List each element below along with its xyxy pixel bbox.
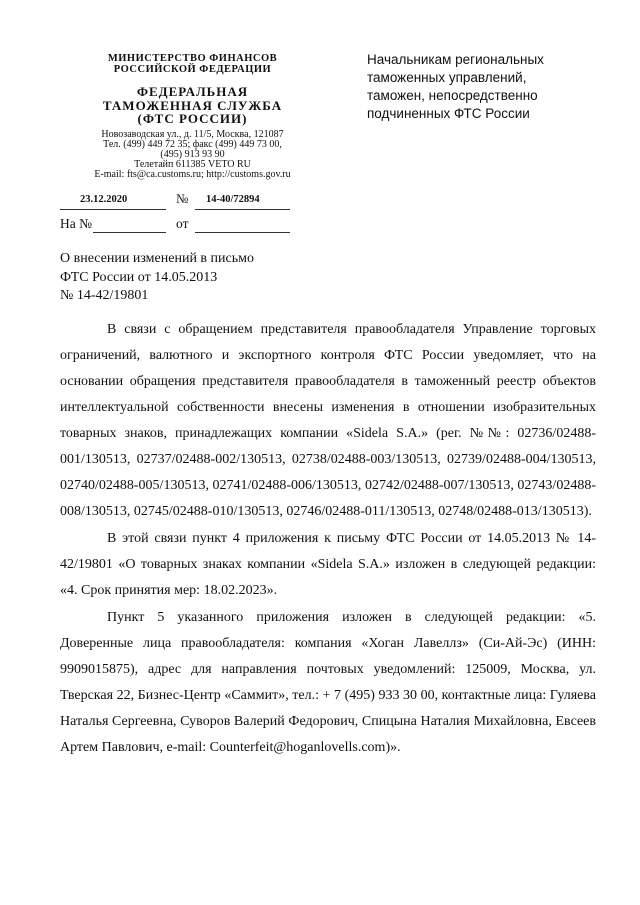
date-underline [60, 209, 166, 210]
address-line-4: Телетайп 611385 VETO RU [134, 159, 251, 170]
addressee-line-2: таможенных управлений, [367, 70, 527, 85]
reference-date-blank [195, 232, 290, 233]
registration-date: 23.12.2020 [80, 194, 128, 205]
registration-number: 14-40/72894 [206, 194, 260, 205]
subject-line-3: № 14-42/19801 [60, 288, 149, 303]
addressee-line-4: подчиненных ФТС России [367, 106, 530, 121]
ministry-name [60, 53, 325, 75]
reference-date-label: от [176, 216, 189, 231]
agency-line-2: ТАМОЖЕННАЯ СЛУЖБА [102, 97, 283, 113]
address-line-5: E-mail: fts@ca.customs.ru; http://customs.gov.ru [94, 169, 291, 180]
agency-name [60, 85, 325, 126]
reference-number-label: На № [60, 216, 92, 231]
letter-subject [60, 250, 310, 306]
address-line-3: (495) 913 93 90 [160, 149, 225, 160]
subject-line-1: О внесении изменений в письмо [60, 251, 254, 266]
number-underline [195, 209, 290, 210]
letter-body [60, 317, 596, 761]
body-paragraph-1: В связи с обращением представителя правообладателя Управление торговых ограничений, валютного и экспортного контроля ФТС России уведомляет, что на основании обращения представителя правообладателя в таможенный реестр объектов интеллектуальной собственности внесены изменения в отношении изобразительных товарных знаков, принадлежащих компании «Sidela S.A.» (рег. №№: 02736/02488-001/130513, 02737/02488-002/130513, 02738/02488-003/130513, 02739/02488-004/130513, 02740/02488-005/130513, 02741/02488-006/130513, 02742/02488-007/130513, 02743/02488-008/130513, 02745/02488-010/130513, 02746/02488-011/130513, 02748/02488-013/130513). [60, 322, 596, 519]
body-paragraph-3: Пункт 5 указанного приложения изложен в следующей редакции: «5. Доверенные лица правообладателя: компания «Хоган Лавеллз» (Си-Ай-Эс) (ИНН: 9909015875), адрес для направления почтовых уведомлений: 125009, Москва, ул. Тверская 22, Бизнес-Центр «Саммит», тел.: + 7 (495) 933 30 00, контактные лица: Гуляева Наталья Сергеевна, Суворов Валерий Федорович, Спицына Наталия Михайловна, Евсеев Артем Павлович, e-mail: Counterfeit@hoganlovells.com)». [60, 610, 596, 755]
ministry-line-1: МИНИСТЕРСТВО ФИНАНСОВ [107, 53, 278, 64]
reference-number-blank [93, 232, 166, 233]
addressee-line-1: Начальникам региональных [367, 52, 544, 67]
subject-line-2: ФТС России от 14.05.2013 [60, 269, 218, 285]
agency-contacts [60, 130, 325, 180]
agency-line-1: ФЕДЕРАЛЬНАЯ [136, 84, 249, 99]
ministry-line-2: РОССИЙСКОЙ ФЕДЕРАЦИИ [113, 64, 272, 75]
body-paragraph-2: В этой связи пункт 4 приложения к письму ФТС России от 14.05.2013 № 14-42/19801 «О товарных знаках компании «Sidela S.A.» изложен в следующей редакции: «4. Срок принятия мер: 18.02.2023». [60, 531, 596, 598]
agency-line-3: (ФТС РОССИИ) [137, 111, 248, 126]
addressee-block [367, 51, 587, 123]
address-line-1: Новозаводская ул., д. 11/5, Москва, 121087 [101, 129, 284, 140]
addressee-line-3: таможен, непосредственно [367, 88, 538, 103]
registration-number-sign: № [176, 191, 189, 206]
address-line-2: Тел. (499) 449 72 35; факс (499) 449 73 00, [103, 139, 282, 150]
